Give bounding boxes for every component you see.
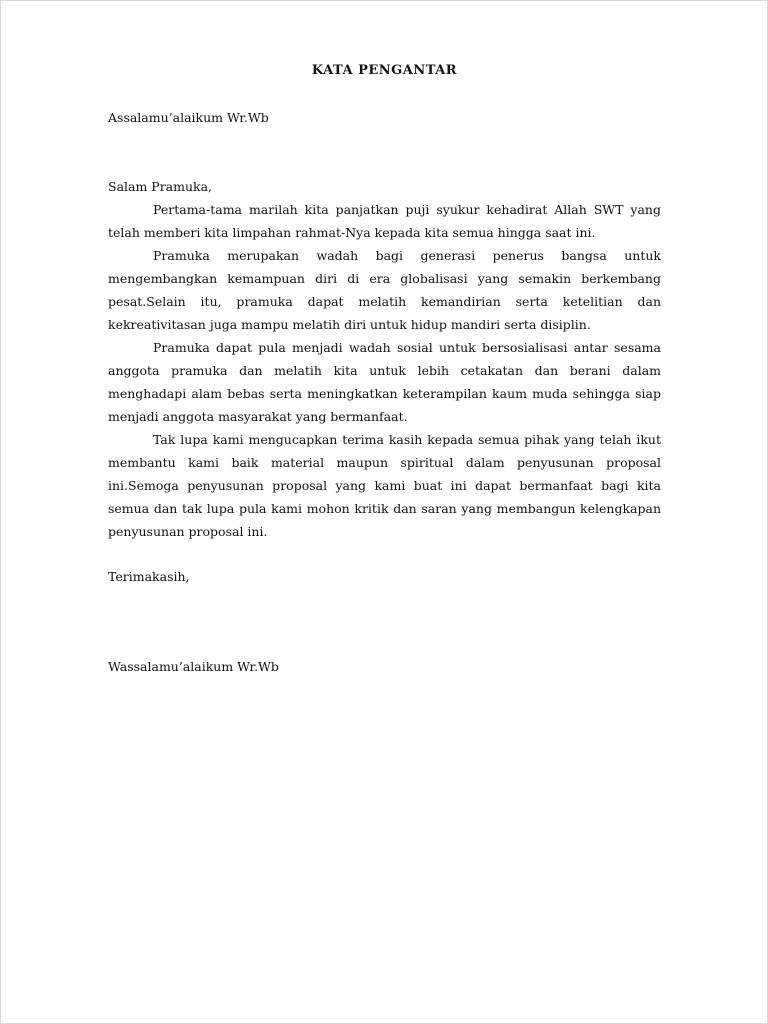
document-body <box>108 61 661 678</box>
closing-greeting: Wassalamu’alaikum Wr.Wb <box>108 659 279 674</box>
scout-greeting: Salam Pramuka, <box>108 179 213 194</box>
paragraph-1: Pertama-tama marilah kita panjatkan puji syukur kehadirat Allah SWT yang telah memberi kita limpahan rahmat-Nya kepada kita semua hingga saat ini. <box>108 202 661 240</box>
paragraph-4: Tak lupa kami mengucapkan terima kasih kepada semua pihak yang telah ikut membantu kami baik material maupun spiritual dalam penyusunan proposal ini.Semoga penyusunan proposal yang kami buat ini dapat bermanfaat bagi kita semua dan tak lupa pula kami mohon kritik dan saran yang membangun kelengkapan penyusunan proposal ini. <box>108 432 661 539</box>
opening-greeting: Assalamu’alaikum Wr.Wb <box>108 110 269 125</box>
thanks-line: Terimakasih, <box>108 569 190 584</box>
paragraph-2: Pramuka merupakan wadah bagi generasi penerus bangsa untuk mengembangkan kemampuan diri di era globalisasi yang semakin berkembang pesat.Selain itu, pramuka dapat melatih kemandirian serta ketelitian dan kekreativitasan juga mampu melatih diri untuk hidup mandiri serta disiplin. <box>108 248 661 332</box>
document-title: KATA PENGANTAR <box>311 63 458 78</box>
paragraph-3: Pramuka dapat pula menjadi wadah sosial untuk bersosialisasi antar sesama anggota pramuka dan melatih kita untuk lebih cetakatan dan berani dalam menghadapi alam bebas serta meningkatkan keterampilan kaum muda sehingga siap menjadi anggota masyarakat yang bermanfaat. <box>108 340 661 424</box>
